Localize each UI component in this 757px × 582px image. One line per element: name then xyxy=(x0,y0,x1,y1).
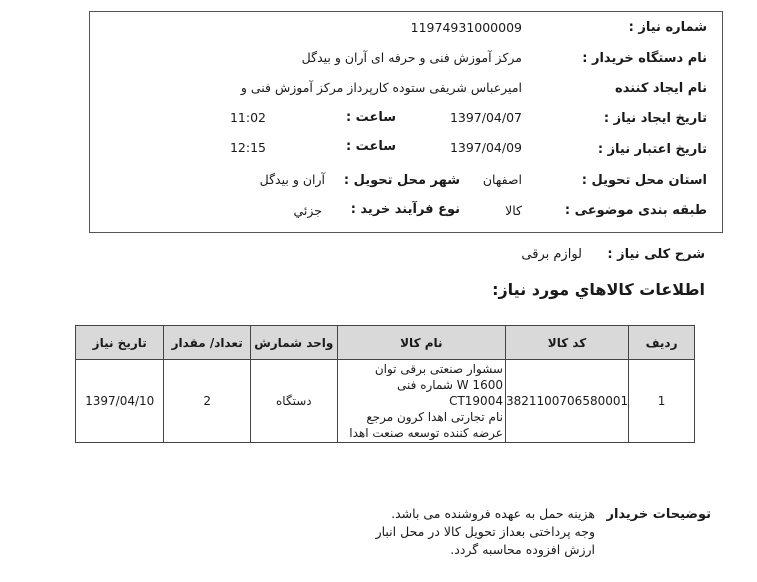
creator-value: امیرعباس شریفی ستوده کارپرداز مرکز آموزش فنی و xyxy=(240,80,522,95)
name-line: عرضه کننده توسعه صنعت اهدا xyxy=(349,426,503,440)
buyer-note-line: هزینه حمل به عهده فروشنده می باشد. xyxy=(391,506,595,521)
valid-time-value: 12:15 xyxy=(229,140,266,155)
col-header-code: کد کالا xyxy=(505,326,628,360)
need-info-box xyxy=(89,11,723,233)
valid-date-value: 1397/04/09 xyxy=(449,140,522,155)
cell-row: 1 xyxy=(629,360,695,443)
buyer-note-line: وجه پرداختی بعداز تحویل کالا در محل انبار xyxy=(375,524,595,539)
category-label: طبقه بندی موضوعی : xyxy=(564,203,707,218)
buyer-notes-text xyxy=(376,505,595,559)
process-value: جزئي xyxy=(293,203,322,218)
summary-value: لوازم برقی xyxy=(521,247,582,262)
col-header-name: نام کالا xyxy=(337,326,505,360)
buyer-notes-label: توضیحات خریدار xyxy=(606,507,711,522)
valid-time-label: ساعت : xyxy=(345,139,396,154)
buyer-org-value: مرکز آموزش فنی و حرفه ای آران و بیدگل xyxy=(301,50,522,65)
cell-name xyxy=(337,360,505,443)
col-header-unit: واحد شمارش xyxy=(250,326,337,360)
items-table-header xyxy=(76,326,695,360)
valid-date-label: تاریخ اعتبار نیاز : xyxy=(597,142,707,157)
delivery-province-label: استان محل تحویل : xyxy=(581,173,707,188)
col-header-row: ردیف xyxy=(629,326,695,360)
created-date-value: 1397/04/07 xyxy=(449,110,522,125)
name-line: W 1600 شماره فنی CT19004 xyxy=(397,378,503,408)
buyer-note-line: ارزش افزوده محاسبه گردد. xyxy=(450,542,595,557)
cell-date: 1397/04/10 xyxy=(76,360,164,443)
items-table xyxy=(75,325,695,443)
buyer-org-label: نام دستگاه خریدار : xyxy=(582,51,707,66)
delivery-province-value: اصفهان xyxy=(482,172,522,187)
col-header-date: تاریخ نیاز xyxy=(76,326,164,360)
need-number-value: 11974931000009 xyxy=(410,20,522,35)
delivery-city-label: شهر محل تحویل : xyxy=(343,173,460,188)
cell-unit: دستگاه xyxy=(250,360,337,443)
need-number-label: شماره نیاز : xyxy=(628,20,707,35)
created-time-label: ساعت : xyxy=(345,110,396,125)
name-line: نام تجارتی اهدا کرون مرجع xyxy=(366,410,503,424)
category-value: کالا xyxy=(505,203,522,218)
created-date-label: تاریخ ایجاد نیاز : xyxy=(603,111,707,126)
delivery-city-value: آران و بیدگل xyxy=(259,172,325,187)
cell-qty: 2 xyxy=(164,360,251,443)
name-line: سشوار صنعتی برقی توان xyxy=(374,362,503,376)
table-row xyxy=(76,360,695,443)
cell-code: 3821100706580001 xyxy=(505,360,628,443)
items-section-title: اطلاعات كالاهاي مورد نیاز: xyxy=(492,280,705,299)
creator-label: نام ایجاد کننده xyxy=(615,81,707,96)
col-header-qty: تعداد/ مقدار xyxy=(164,326,251,360)
created-time-value: 11:02 xyxy=(229,110,266,125)
process-label: نوع فرآیند خرید : xyxy=(350,202,460,217)
summary-label: شرح کلی نیاز : xyxy=(607,247,705,262)
